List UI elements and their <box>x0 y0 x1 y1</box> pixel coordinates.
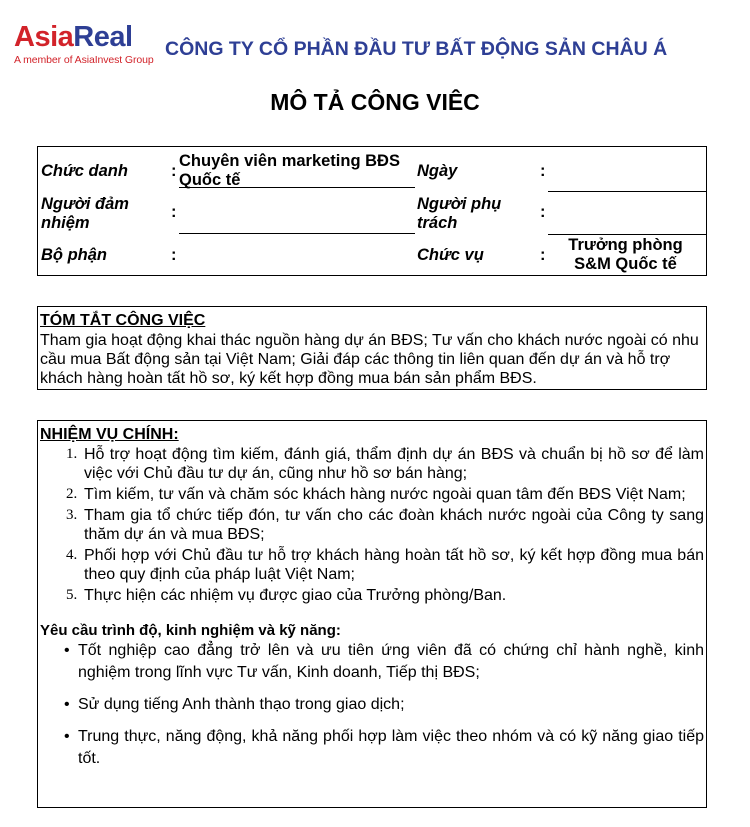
duty-text: Hỗ trợ hoạt động tìm kiếm, đánh giá, thẩm định dự án BĐS và chuẩn bị hồ sơ để làm việc với Chủ đầu tư dự án, cũng như hồ sơ bán hàng; <box>84 446 704 482</box>
job-title-label: Chức danh <box>41 162 128 180</box>
requirement-item <box>40 726 704 770</box>
colon: : <box>171 162 177 180</box>
duty-item <box>40 546 704 584</box>
duty-number: 1. <box>66 446 78 462</box>
requirements-title: Yêu cầu trình độ, kinh nghiệm và kỹ năng: <box>40 622 341 639</box>
colon: : <box>171 203 177 221</box>
supervisor-label: Người phụ trách <box>417 195 502 232</box>
bullet-icon: • <box>64 696 70 713</box>
supervisor-underline <box>548 234 706 235</box>
position-value: Trưởng phòng S&M Quốc tế <box>568 236 683 273</box>
main-duties-section <box>37 420 707 808</box>
holder-label: Người đảm nhiệm <box>41 195 129 232</box>
requirement-text: Tốt nghiệp cao đẳng trở lên và ưu tiên ứng viên đã có chứng chỉ hành nghề, kinh nghiệm trong lĩnh vực Tư vấn, Kinh doanh, Tiếp thị BĐS; <box>78 642 704 681</box>
logo-wordmark <box>14 22 154 52</box>
job-info-table <box>37 146 707 276</box>
colon: : <box>171 246 177 264</box>
logo-asia-text: Asia <box>14 21 74 53</box>
department-label: Bộ phận <box>41 246 107 264</box>
job-title-value: Chuyên viên marketing BĐS Quốc tế <box>179 152 400 189</box>
colon: : <box>540 203 546 221</box>
company-name: CÔNG TY CỔ PHẦN ĐẦU TƯ BẤT ĐỘNG SẢN CHÂU Á <box>165 38 668 60</box>
position-label: Chức vụ <box>417 246 484 264</box>
requirement-item <box>40 694 704 716</box>
duty-number: 5. <box>66 587 78 603</box>
requirement-text: Sử dụng tiếng Anh thành thạo trong giao dịch; <box>78 696 405 713</box>
company-logo <box>14 22 154 66</box>
requirement-text: Trung thực, năng động, khả năng phối hợp làm việc theo nhóm và có kỹ năng giao tiếp tốt. <box>78 728 704 767</box>
duties-title: NHIỆM VỤ CHÍNH: <box>40 426 179 443</box>
logo-tagline: A member of AsiaInvest Group <box>14 54 154 66</box>
colon: : <box>540 246 546 264</box>
duties-list <box>40 445 704 605</box>
duty-text: Tìm kiếm, tư vấn và chăm sóc khách hàng nước ngoài quan tâm đến BĐS Việt Nam; <box>84 486 686 503</box>
logo-real-text: Real <box>73 21 133 53</box>
date-label: Ngày <box>417 162 458 180</box>
duty-item <box>40 485 704 504</box>
duty-text: Phối hợp với Chủ đầu tư hỗ trợ khách hàng hoàn tất hồ sơ, ký kết hợp đồng mua bán theo quy định của pháp luật Việt Nam; <box>84 547 704 583</box>
duty-item <box>40 506 704 544</box>
job-title-underline <box>179 187 415 188</box>
date-underline <box>548 191 706 192</box>
job-summary-section <box>37 306 707 390</box>
duty-number: 4. <box>66 547 78 563</box>
summary-text: Tham gia hoạt động khai thác nguồn hàng dự án BĐS; Tư vấn cho khách nước ngoài có nhu cầu mua Bất động sản tại Việt Nam; Giải đáp các thông tin liên quan đến dự án và hỗ trợ khách hàng hoàn tất hồ sơ, ký kết hợp đồng mua bán sản phẩm BĐS. <box>40 332 699 387</box>
duty-text: Tham gia tổ chức tiếp đón, tư vấn cho các đoàn khách nước ngoài của Công ty sang thăm dự án và mua BĐS; <box>84 507 704 543</box>
bullet-icon: • <box>64 728 70 745</box>
duty-text: Thực hiện các nhiệm vụ được giao của Trưởng phòng/Ban. <box>84 587 507 604</box>
bullet-icon: • <box>64 642 70 659</box>
document-title: MÔ TẢ CÔNG VIÊC <box>270 89 480 115</box>
colon: : <box>540 162 546 180</box>
requirement-item <box>40 640 704 684</box>
duty-number: 2. <box>66 486 78 502</box>
duty-number: 3. <box>66 507 78 523</box>
duty-item <box>40 586 704 605</box>
holder-underline <box>179 233 415 234</box>
summary-title: TÓM TẮT CÔNG VIỆC <box>40 312 206 329</box>
duty-item <box>40 445 704 483</box>
